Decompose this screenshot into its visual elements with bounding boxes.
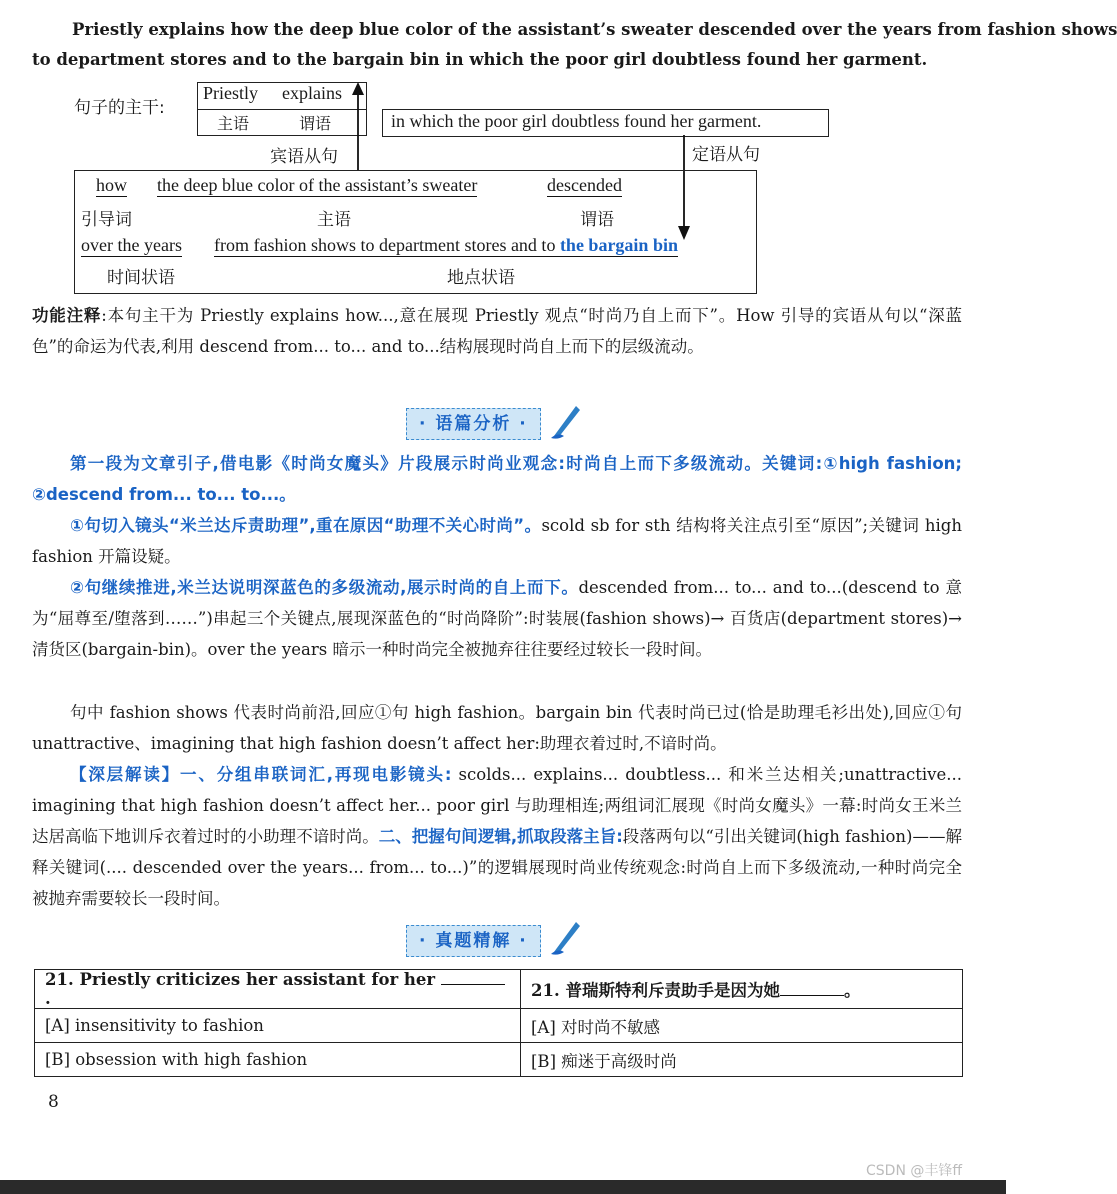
sentence-line-2: to department stores and to the bargain bin in which the poor girl doubtless found her garment. — [32, 50, 928, 69]
time-role: 时间状语 — [107, 268, 175, 288]
option-a-en: [A] insensitivity to fashion — [35, 1009, 521, 1043]
place-words: from fashion shows to department stores and to the bargain bin — [214, 235, 678, 255]
question-en-stem: 21. Priestly criticizes her assistant for her — [45, 970, 436, 989]
deep-reading-lead2: 二、把握句间逻辑,抓取段落主旨: — [378, 827, 623, 846]
subject-word: Priestly — [203, 83, 259, 103]
function-note-text: :本句主干为 Priestly explains how...,意在展现 Priestly 观点“时尚乃自上而下”。How 引导的宾语从句以“深蓝色”的命运为代表,利用 descend from... to... and to...结构展现时尚自上而下的层级流动。 — [32, 306, 963, 356]
time-words: over the years — [81, 235, 182, 255]
page-number: 8 — [48, 1092, 59, 1112]
discourse-p3-lead: ②句继续推进,米兰达说明深蓝色的多级流动,展示时尚的自上而下。 — [70, 578, 579, 597]
subject-role: 主语 — [217, 114, 250, 133]
discourse-p2-rest: scold sb for sth 结构将关注点引至“原因”;关键词 high fashion 开篇设疑。 — [32, 516, 962, 566]
verb-role: 谓语 — [299, 114, 332, 133]
discourse-p3-rest: descended from... to... and to...(descend to 意为“屈尊至/堕落到……”)串起三个关键点,展现深蓝色的“时尚降阶”:时装展(fashion shows)→ 百货店(department stores)→清货区(bargain-bin)。over the years 暗示一种时尚完全被抛弃往往要经过较长一段时间。 — [32, 578, 962, 659]
bargain-bin-text: the bargain bin — [559, 235, 678, 255]
pen-icon — [548, 402, 582, 440]
discourse-p2 — [32, 510, 962, 572]
function-note — [32, 300, 962, 362]
table-row — [35, 1043, 963, 1077]
discourse-p4: 句中 fashion shows 代表时尚前沿,回应①句 high fashion。bargain bin 代表时尚已过(恰是助理毛衫出处),回应①句 unattractive、imagining that high fashion doesn’t affect her:助理衣着过时,不谙时尚。 — [32, 703, 962, 753]
table-row — [35, 970, 963, 1009]
discourse-p1: 第一段为文章引子,借电影《时尚女魔头》片段展示时尚业观念:时尚自上而下多级流动。关键词:①high fashion; ②descend from... to... to...。 — [32, 454, 962, 504]
question-table — [34, 969, 963, 1077]
discourse-p2-lead: ①句切入镜头“米兰达斥责助理”,重在原因“助理不关心时尚”。 — [70, 516, 542, 535]
sentence-line-1: Priestly explains how the deep blue color of the assistant’s sweater descended over the years from fashion shows — [72, 20, 1117, 39]
clause-verb-word: descended — [547, 175, 622, 195]
attributive-clause-label: 定语从句 — [692, 145, 760, 165]
main-clause-label: 句子的主干: — [74, 98, 165, 118]
discourse-p5 — [32, 759, 962, 914]
deep-reading-lead: 【深层解读】一、分组串联词汇,再现电影镜头: — [70, 765, 452, 784]
question-zh-end: 。 — [843, 981, 861, 1000]
how-role: 引导词 — [81, 210, 132, 230]
question-zh-stem: 21. 普瑞斯特利斥责助手是因为她 — [531, 981, 780, 1000]
relative-clause-text: in which the poor girl doubtless found her garment. — [391, 111, 762, 131]
deep-reading-end: 段落两句以“引出关键词(high fashion)——解释关键词(.... descended over the years... from... to...)”的逻辑展现时尚业传统观念:时尚自上而下多级流动,一种时尚完全被抛弃需要较长一段时间。 — [32, 827, 962, 908]
bottom-bar — [0, 1180, 1006, 1194]
question-zh — [521, 970, 963, 1009]
object-clause-box — [74, 170, 757, 294]
object-clause-label: 宾语从句 — [270, 147, 338, 167]
option-b-en: [B] obsession with high fashion — [35, 1043, 521, 1077]
function-note-label: 功能注释 — [32, 306, 102, 325]
exam-badge: · 真题精解 · — [406, 925, 541, 957]
clause-verb-role: 谓语 — [580, 210, 614, 230]
question-en — [35, 970, 521, 1009]
deep-reading-mid: scolds... explains... doubtless... 和米兰达相关;unattractive... imagining that high fashion doesn’t affect her... poor girl 与助理相连;两组词汇展现《时尚女魔头》一幕:时尚女王米兰达居高临下地训斥衣着过时的小助理不谙时尚。 — [32, 765, 962, 846]
table-row — [35, 1009, 963, 1043]
discourse-p3 — [32, 572, 962, 665]
watermark: CSDN @丰锋ff — [866, 1163, 963, 1179]
option-a-zh: [A] 对时尚不敏感 — [521, 1009, 963, 1043]
clause-subject-words: the deep blue color of the assistant’s sweater — [157, 175, 478, 195]
question-en-end: . — [45, 989, 51, 1008]
clause-subject-role: 主语 — [317, 210, 351, 230]
discourse-badge: · 语篇分析 · — [406, 408, 541, 440]
option-b-zh: [B] 痴迷于高级时尚 — [521, 1043, 963, 1077]
how-word: how — [96, 175, 127, 195]
pen-icon — [548, 918, 582, 956]
verb-word: explains — [282, 83, 342, 103]
place-role: 地点状语 — [447, 268, 515, 288]
